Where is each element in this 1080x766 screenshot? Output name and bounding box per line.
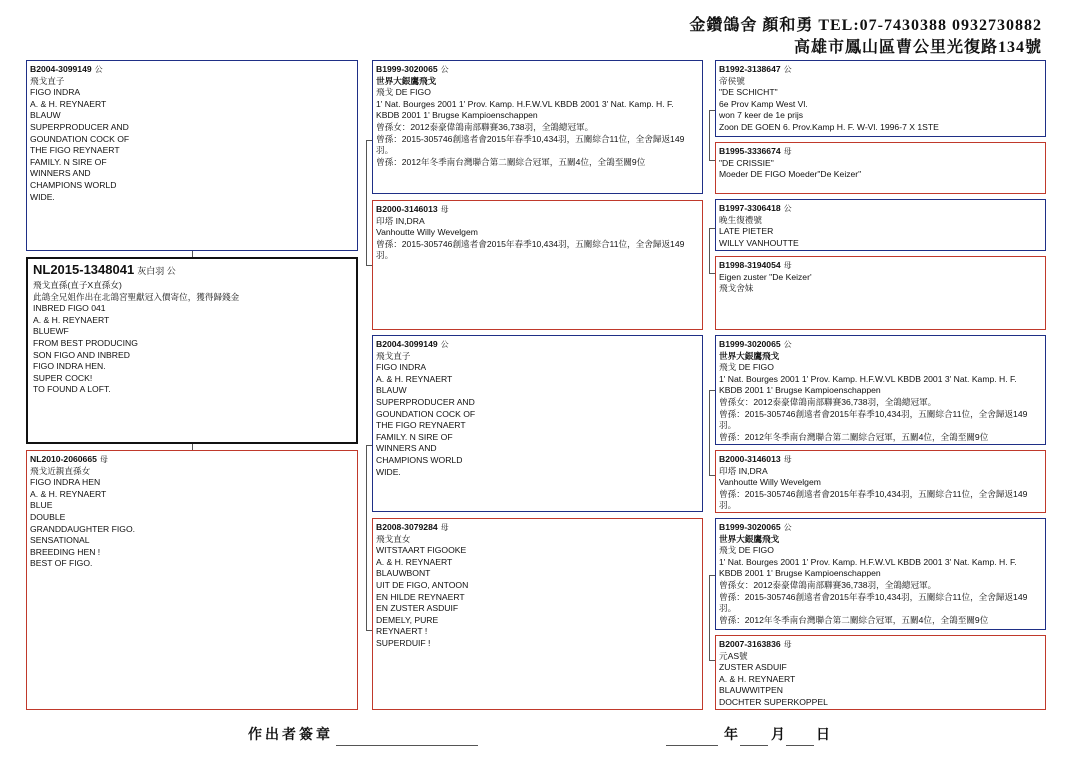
- pedigree-line: EN HILDE REYNAERT: [376, 591, 465, 602]
- connector-line: [366, 140, 372, 141]
- sex-label: 母: [783, 147, 792, 156]
- pedigree-line: EN ZUSTER ASDUIF: [376, 603, 459, 614]
- ring-number: B1998-3194054: [719, 260, 781, 270]
- connector-line: [709, 575, 710, 660]
- subject-ring: [33, 262, 351, 279]
- pedigree-line: 此鴿全兄姐作出在北鴿宮聖獻冠入價寄位，獲得歸錢金: [33, 291, 240, 302]
- sire-dam-card: [372, 200, 703, 330]
- connector-line: [709, 110, 710, 160]
- pedigree-line: Zoon DE GOEN 6. Prov.Kamp H. F. W-Vl. 1996-7 X 1STE: [719, 121, 939, 132]
- day-label: 日: [816, 728, 833, 743]
- sex-label: 公: [783, 523, 792, 532]
- ring-number: B1995-3336674: [719, 146, 781, 156]
- connector-line: [192, 251, 193, 257]
- sex-label: 母: [440, 205, 449, 214]
- pedigree-line: 世界大銀鷹飛戈: [719, 533, 780, 544]
- pedigree-line: BREEDING HEN !: [30, 546, 101, 557]
- pedigree-line: BEST OF FIGO.: [30, 558, 93, 569]
- pigeon-ring: [30, 64, 354, 76]
- pedigree-line: 印塔 IN,DRA: [719, 465, 768, 476]
- pedigree-line: A. & H. REYNAERT: [376, 556, 453, 567]
- year-label: 年: [724, 728, 741, 743]
- pedigree-line: 印塔 IN,DRA: [376, 215, 425, 226]
- pedigree-line: 元AS號: [719, 650, 748, 661]
- pedigree-line: 飛戈 DE FIGO: [719, 545, 774, 556]
- sex-label: 公: [783, 340, 792, 349]
- pedigree-line: WILLY VANHOUTTE: [719, 237, 799, 248]
- connector-line: [366, 630, 372, 631]
- pedigree-line: SUPERPRODUCER AND: [376, 396, 475, 407]
- sex-label: 母: [99, 455, 108, 464]
- pedigree-line: 曾孫：2015-305746創遠者會2015年春季10,434羽，五關綜合11位，全舍歸返149羽。: [719, 408, 1028, 431]
- pedigree-line: REYNAERT !: [376, 626, 428, 637]
- subject-pigeon-card: [26, 257, 358, 444]
- pedigree-line: Moeder DE FIGO Moeder"De Keizer": [719, 169, 862, 180]
- sex-label: 公: [94, 65, 103, 74]
- pedigree-line: 曾孫：2012年冬季南台灣聯合第二關綜合冠軍，五關4位，全鴿至關9位: [719, 431, 989, 442]
- gg-card-4: [715, 256, 1046, 330]
- pedigree-line: A. & H. REYNAERT: [30, 98, 107, 109]
- pedigree-line: UIT DE FIGO, ANTOON: [376, 579, 469, 590]
- pedigree-line: Vanhoutte Willy Wevelgem: [376, 227, 478, 238]
- sex-label: 公: [783, 204, 792, 213]
- ring-number: B1997-3306418: [719, 203, 781, 213]
- pigeon-ring: [719, 639, 1042, 651]
- pigeon-ring: [376, 64, 699, 76]
- sire-sire-card: [372, 60, 703, 194]
- pedigree-line: GOUNDATION COCK OF: [376, 408, 476, 419]
- sex-label: 公: [440, 65, 449, 74]
- connector-line: [709, 110, 715, 111]
- pedigree-line: ZUSTER ASDUIF: [719, 662, 787, 673]
- pedigree-line: BLUEWF: [33, 326, 69, 337]
- pedigree-line: BLAUW: [30, 110, 61, 121]
- sex-label: 母: [783, 640, 792, 649]
- connector-line: [709, 660, 715, 661]
- pedigree-line: TO FOUND A LOFT.: [33, 384, 111, 395]
- pedigree-line: 飛戈近親直孫女: [30, 465, 91, 476]
- breeder-address-line: 高雄市鳳山區曹公里光復路134號: [793, 39, 1042, 56]
- pigeon-ring: [719, 454, 1042, 466]
- ring-number: B2004-3099149: [30, 64, 92, 74]
- ring-number: NL2010-2060665: [30, 454, 97, 464]
- pedigree-line: A. & H. REYNAERT: [30, 488, 107, 499]
- pigeon-ring: [719, 203, 1042, 215]
- sex-label: 公: [440, 340, 449, 349]
- pedigree-line: GOUNDATION COCK OF: [30, 133, 130, 144]
- sire-card: [26, 60, 358, 251]
- pedigree-line: SUPERDUIF !: [376, 637, 431, 648]
- pedigree-line: BLAUW: [376, 385, 407, 396]
- pedigree-line: WIDE.: [376, 466, 401, 477]
- pedigree-line: CHAMPIONS WORLD: [30, 179, 117, 190]
- pedigree-line: 1' Nat. Bourges 2001 1' Prov. Kamp. H.F.W.VL KBDB 2001 3' Nat. Kamp. H. F. KBDB 2001 1' Brugse Kampioenschappen: [376, 98, 674, 121]
- pigeon-ring: [719, 522, 1042, 534]
- pedigree-line: DEMELY, PURE: [376, 614, 439, 625]
- pedigree-line: CHAMPIONS WORLD: [376, 454, 463, 465]
- pedigree-line: 飛戈 DE FIGO: [376, 87, 431, 98]
- pedigree-line: FAMILY. N SIRE OF: [376, 431, 453, 442]
- pedigree-line: FIGO INDRA: [376, 362, 427, 373]
- pigeon-ring: [719, 260, 1042, 272]
- sex-label: 母: [440, 523, 449, 532]
- pedigree-line: SON FIGO AND INBRED: [33, 349, 130, 360]
- gg-card-6: [715, 450, 1046, 513]
- pedigree-line: GRANDDAUGHTER FIGO.: [30, 523, 136, 534]
- gg-card-2: [715, 142, 1046, 194]
- pedigree-line: won 7 keer de 1e prijs: [719, 110, 804, 121]
- pedigree-line: 飛戈 DE FIGO: [719, 362, 774, 373]
- pedigree-line: BLAUWWITPEN: [719, 685, 783, 696]
- pedigree-line: LATE PIETER: [719, 226, 774, 237]
- pedigree-line: 飛戈直女: [376, 533, 411, 544]
- pedigree-line: 1' Nat. Bourges 2001 1' Prov. Kamp. H.F.W.VL KBDB 2001 3' Nat. Kamp. H. F. KBDB 2001 1' Brugse Kampioenschappen: [719, 556, 1017, 579]
- pedigree-line: DOUBLE: [30, 511, 66, 522]
- ring-number: B1999-3020065: [719, 339, 781, 349]
- pigeon-ring: [376, 204, 699, 216]
- pedigree-line: 曾孫女：2012泰豪偉鴿南部聯賽36,738羽，全鴿總冠軍。: [719, 396, 937, 407]
- connector-line: [709, 475, 715, 476]
- pedigree-line: FIGO INDRA: [30, 87, 81, 98]
- connector-line: [709, 228, 710, 273]
- gg-card-8: [715, 635, 1046, 710]
- pedigree-line: 曾孫：2015-305746創遠者會2015年春季10,434羽，五關綜合11位，全舍歸返149羽。: [719, 488, 1028, 511]
- connector-line: [709, 160, 715, 161]
- pigeon-ring: [719, 64, 1042, 76]
- signature-label: 作出者簽章: [248, 728, 333, 743]
- pedigree-line: A. & H. REYNAERT: [376, 373, 453, 384]
- dam-card: [26, 450, 358, 710]
- pedigree-line: 1' Nat. Bourges 2001 1' Prov. Kamp. H.F.W.VL KBDB 2001 3' Nat. Kamp. H. F. KBDB 2001 1' Brugse Kampioenschappen: [719, 373, 1017, 396]
- pedigree-line: 6e Prov Kamp West Vl.: [719, 98, 808, 109]
- pedigree-line: SENSATIONAL: [30, 535, 90, 546]
- pedigree-line: 世界大銀鷹飛戈: [719, 350, 780, 361]
- month-label: 月: [771, 728, 788, 743]
- signature-blank-line: [336, 745, 478, 746]
- ring-number: B2007-3163836: [719, 639, 781, 649]
- pedigree-line: 曾孫女：2012泰豪偉鴿南部聯賽36,738羽，全鴿總冠軍。: [719, 579, 937, 590]
- pedigree-line: SUPERPRODUCER AND: [30, 121, 129, 132]
- sex-label: 母: [783, 261, 792, 270]
- pedigree-line: WINNERS AND: [376, 443, 437, 454]
- connector-line: [366, 445, 367, 630]
- pedigree-line: Eigen zuster "De Keizer': [719, 271, 812, 282]
- pedigree-line: WITSTAART FIGOOKE: [376, 545, 467, 556]
- ring-number: B1999-3020065: [719, 522, 781, 532]
- gg-card-1: [715, 60, 1046, 137]
- pedigree-line: 曾孫：2015-305746創遠者會2015年春季10,434羽，五關綜合11位，全舍歸返149羽。: [376, 238, 685, 261]
- pedigree-line: DOCHTER SUPERKOPPEL: [719, 696, 828, 707]
- pedigree-line: "DE CRISSIE": [719, 157, 774, 168]
- connector-line: [192, 444, 193, 450]
- ring-number: B1999-3020065: [376, 64, 438, 74]
- pigeon-ring: [30, 454, 354, 466]
- sex-label: 灰白羽 公: [137, 266, 176, 276]
- pedigree-line: BLUE: [30, 500, 53, 511]
- pedigree-line: INBRED FIGO 041: [33, 303, 106, 314]
- connector-line: [709, 273, 715, 274]
- ring-number: B2000-3146013: [719, 454, 781, 464]
- pedigree-line: 飛戈直孫(直子X直孫女): [33, 280, 122, 290]
- connector-line: [709, 390, 715, 391]
- pedigree-line: BLAUWBONT: [376, 568, 431, 579]
- pedigree-line: THE FIGO REYNAERT: [376, 420, 466, 431]
- pedigree-line: FIGO INDRA HEN.: [33, 361, 106, 372]
- connector-line: [709, 575, 715, 576]
- ring-number: B2000-3146013: [376, 204, 438, 214]
- dam-sire-card: [372, 335, 703, 512]
- pedigree-line: 飛戈直子: [30, 75, 65, 86]
- pedigree-line: 曾孫：2012年冬季南台灣聯合第二關綜合冠軍，五關4位，全鴿至關9位: [719, 614, 989, 625]
- connector-line: [366, 140, 367, 265]
- ring-number: NL2015-1348041: [33, 262, 135, 277]
- gg-card-3: [715, 199, 1046, 251]
- pedigree-line: FROM BEST PRODUCING: [33, 337, 138, 348]
- pedigree-line: "DE SCHICHT": [719, 87, 778, 98]
- pedigree-line: A. & H. REYNAERT: [719, 673, 796, 684]
- pedigree-line: FAMILY. N SIRE OF: [30, 156, 107, 167]
- pedigree-line: THE FIGO REYNAERT: [30, 145, 120, 156]
- pedigree-line: 飛戈舍妹: [719, 283, 754, 294]
- connector-line: [366, 445, 372, 446]
- day-blank-line: [786, 745, 814, 746]
- dam-dam-card: [372, 518, 703, 710]
- pedigree-line: 世界大銀鷹飛戈: [376, 75, 437, 86]
- pedigree-line: 曾孫女：2012泰豪偉鴿南部聯賽36,738羽，全鴿總冠軍。: [376, 121, 594, 132]
- connector-line: [709, 390, 710, 475]
- pedigree-line: 曾孫：2015-305746創遠者會2015年春季10,434羽，五關綜合11位，全舍歸返149羽。: [719, 591, 1028, 614]
- pedigree-line: 曾孫：2012年冬季南台灣聯合第二關綜合冠軍，五關4位，全鴿至關9位: [376, 156, 646, 167]
- sex-label: 公: [783, 65, 792, 74]
- month-blank-line: [740, 745, 768, 746]
- gg-card-7: [715, 518, 1046, 630]
- ring-number: B1992-3138647: [719, 64, 781, 74]
- connector-line: [709, 228, 715, 229]
- pedigree-line: A. & H. REYNAERT: [33, 314, 110, 325]
- pedigree-line: WIDE.: [30, 191, 55, 202]
- pigeon-ring: [719, 339, 1042, 351]
- pigeon-lines: [30, 76, 354, 204]
- pedigree-line: 曾孫：2015-305746創遠者會2015年春季10,434羽，五關綜合11位，全舍歸返149羽。: [376, 133, 685, 156]
- pedigree-line: 帝侯號: [719, 75, 745, 86]
- pigeon-ring: [376, 522, 699, 534]
- pedigree-line: 晚生復禮號: [719, 214, 762, 225]
- pedigree-line: WINNERS AND: [30, 168, 91, 179]
- pigeon-ring: [719, 146, 1042, 158]
- gg-card-5: [715, 335, 1046, 445]
- pedigree-line: 飛戈直子: [376, 350, 411, 361]
- ring-number: B2004-3099149: [376, 339, 438, 349]
- pedigree-line: FIGO INDRA HEN: [30, 477, 101, 488]
- ring-number: B2008-3079284: [376, 522, 438, 532]
- pedigree-line: SUPER COCK!: [33, 372, 93, 383]
- pigeon-ring: [376, 339, 699, 351]
- connector-line: [366, 265, 372, 266]
- pedigree-line: Vanhoutte Willy Wevelgem: [719, 477, 821, 488]
- breeder-contact-line: 金鑽鴿舍 顏和勇 TEL:07-7430388 0932730882: [689, 17, 1042, 34]
- year-blank-line: [666, 745, 718, 746]
- sex-label: 母: [783, 455, 792, 464]
